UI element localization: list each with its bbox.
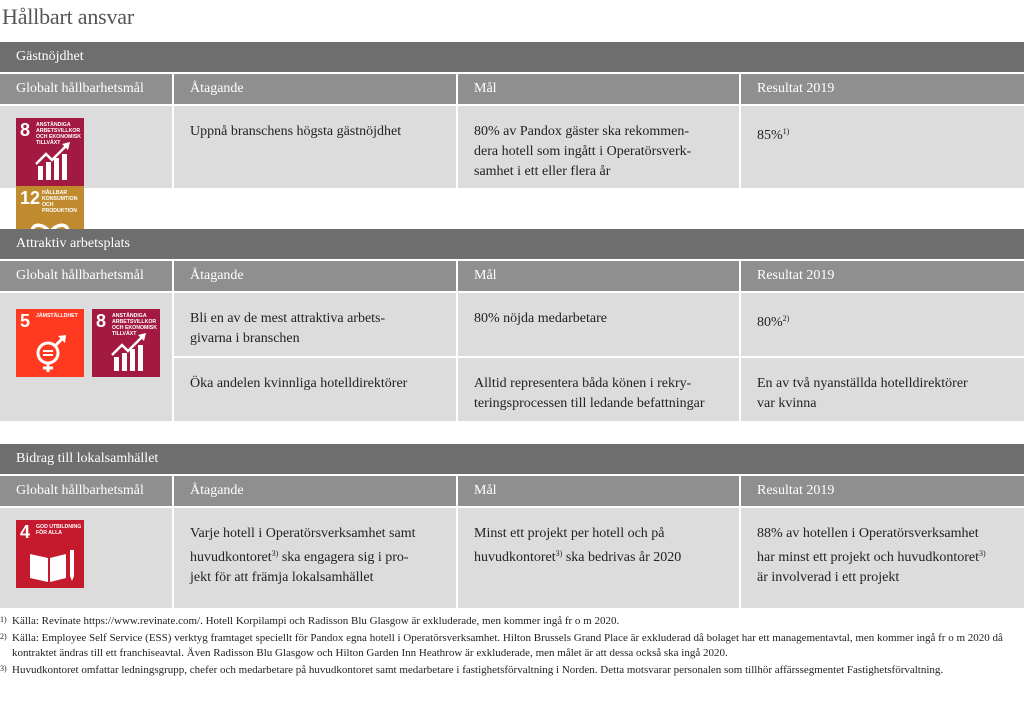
- sdg-cell: [0, 508, 174, 608]
- section-local-community: [0, 444, 1024, 608]
- result-cell: [741, 508, 1024, 608]
- growth-chart-icon: [92, 309, 160, 377]
- column-header-commitment: Åtagande: [174, 74, 458, 104]
- sdg-label: GOD UTBILDNING FÖR ALLA: [36, 524, 82, 536]
- footnote-ref: 3): [271, 549, 279, 558]
- footnote-ref: 2): [782, 314, 790, 323]
- column-header-result: Resultat 2019: [757, 81, 835, 96]
- section-guest-satisfaction: [0, 42, 1024, 214]
- footnote: [0, 631, 1020, 661]
- commitment-cell: Öka andelen kvinnliga hotelldirektörer: [174, 358, 458, 421]
- sdg-label: JÄMSTÄLLDHET: [36, 313, 78, 319]
- footnote-text: Källa: Employee Self Service (ESS) verktyg framtaget speciellt för Pandox egna hotell i Operatörsverksamhet. Hilton Brussels Grand Place är exkluderad då bolaget har ett managementavtal, men kommer ingå fr o m 2020 då kontraktet ändras till ett franchiseavtal. Även Radisson Blu Glasgow och Hilton Garden Inn Heathrow är exkluderade, men målet är att dessa också ska ingå 2020.: [12, 632, 1003, 659]
- sdg-label: ANSTÄNDIGA ARBETSVILLKOR OCH EKONOMISK TILLVÄXT: [36, 122, 81, 146]
- commitment-cell: Uppnå branschens högsta gästnöjdhet: [174, 106, 458, 188]
- growth-chart-icon: [16, 118, 84, 186]
- column-header-target: Mål: [458, 476, 741, 506]
- sdg-cell: [0, 291, 174, 421]
- footnote-text: Källa: Revinate https://www.revinate.com/. Hotell Korpilampi och Radisson Blu Glasgow är exkluderade, men kommer ingå fr o m 2020.: [12, 615, 620, 627]
- table-row: [0, 104, 1024, 214]
- section-title: Attraktiv arbetsplats: [0, 229, 1024, 259]
- sdg-number: 8: [96, 311, 107, 331]
- column-header-goal: Globalt hållbarhetsmål: [0, 74, 174, 104]
- section-attractive-workplace: [0, 229, 1024, 421]
- commitment-cell: Bli en av de mest attraktiva arbets- givarna i branschen: [174, 293, 458, 356]
- footnote-ref: 1): [782, 127, 790, 136]
- result-text: 88% av hotellen i Operatörsverksamhet har minst ett projekt och huvudkontoret: [757, 526, 980, 565]
- footnote: [0, 663, 1020, 678]
- target-text: ska bedrivas år 2020: [562, 550, 682, 565]
- footnote: [0, 614, 1020, 629]
- target-cell: [458, 508, 741, 608]
- result-cell: [741, 106, 1024, 188]
- column-header-row: [0, 72, 1024, 104]
- section-title: Gästnöjdhet: [0, 42, 1024, 72]
- target-cell: 80% nöjda medarbetare: [458, 293, 741, 356]
- commitment-text: Varje hotell i Operatörsverksamhet samt huvudkontoret: [190, 526, 416, 565]
- table-row: [174, 291, 1024, 356]
- column-header-commitment: Åtagande: [174, 476, 458, 506]
- sdg-number: 8: [20, 120, 31, 140]
- column-header-result: Resultat 2019: [757, 268, 835, 283]
- footnote-marker: 3): [0, 664, 7, 673]
- book-icon: [16, 520, 84, 588]
- result-cell: En av två nyanställda hotelldirektörer var kvinna: [757, 376, 968, 411]
- column-header-row: [0, 474, 1024, 506]
- page-title: Hållbart ansvar: [2, 4, 134, 29]
- column-header-target: Mål: [458, 261, 741, 291]
- sdg-cell: [0, 106, 174, 214]
- column-header-commitment: Åtagande: [174, 261, 458, 291]
- commitment-cell: [174, 508, 458, 608]
- sdg-8-tile: [92, 309, 160, 377]
- footnote-marker: 1): [0, 615, 7, 624]
- target-cell: 80% av Pandox gäster ska rekommen- dera hotell som ingått i Operatörsverk- samhet i ett eller flera år: [458, 106, 741, 188]
- sdg-8-tile: [16, 118, 84, 186]
- table-row: [0, 506, 1024, 608]
- column-header-row: [0, 259, 1024, 291]
- result-cell: [741, 293, 1024, 356]
- footnote-marker: 2): [0, 632, 7, 641]
- section-title: Bidrag till lokalsamhället: [0, 444, 1024, 474]
- sdg-number: 12: [20, 188, 41, 208]
- sdg-label: HÅLLBAR KONSUMTION OCH PRODUKTION: [42, 190, 78, 214]
- column-header-goal: Globalt hållbarhetsmål: [0, 261, 174, 291]
- sdg-5-tile: [16, 309, 84, 377]
- result-value: 80%: [757, 315, 783, 330]
- footnote-text: Huvudkontoret omfattar ledningsgrupp, chefer och medarbetare på huvudkontoret samt medarbetare i fastighetsförvaltning i Norden. Detta motsvarar personalen som tillhör affärssegmentet Fastighetsförvaltning.: [12, 664, 944, 676]
- sdg-number: 5: [20, 311, 31, 331]
- gender-equality-icon: [16, 309, 84, 377]
- target-text: Minst ett projekt per hotell och på huvudkontoret: [474, 526, 665, 565]
- sdg-label: ANSTÄNDIGA ARBETSVILLKOR OCH EKONOMISK TILLVÄXT: [112, 313, 157, 337]
- sdg-4-tile: [16, 520, 84, 588]
- result-value: 85%: [757, 128, 783, 143]
- footnote-ref: 3): [979, 549, 986, 558]
- footnotes: [0, 614, 1020, 678]
- result-text: är involverad i ett projekt: [757, 570, 900, 585]
- sdg-number: 4: [20, 522, 31, 542]
- column-header-result: Resultat 2019: [757, 483, 835, 498]
- column-header-goal: Globalt hållbarhetsmål: [0, 476, 174, 506]
- target-cell: Alltid representera båda könen i rekry- teringsprocessen till ledande befattningar: [458, 358, 741, 421]
- footnote-ref: 3): [555, 549, 563, 558]
- table-row: [174, 356, 1024, 421]
- column-header-target: Mål: [458, 74, 741, 104]
- commitment-text: ska engagera sig i pro- jekt för att främja lokalsamhället: [190, 550, 409, 585]
